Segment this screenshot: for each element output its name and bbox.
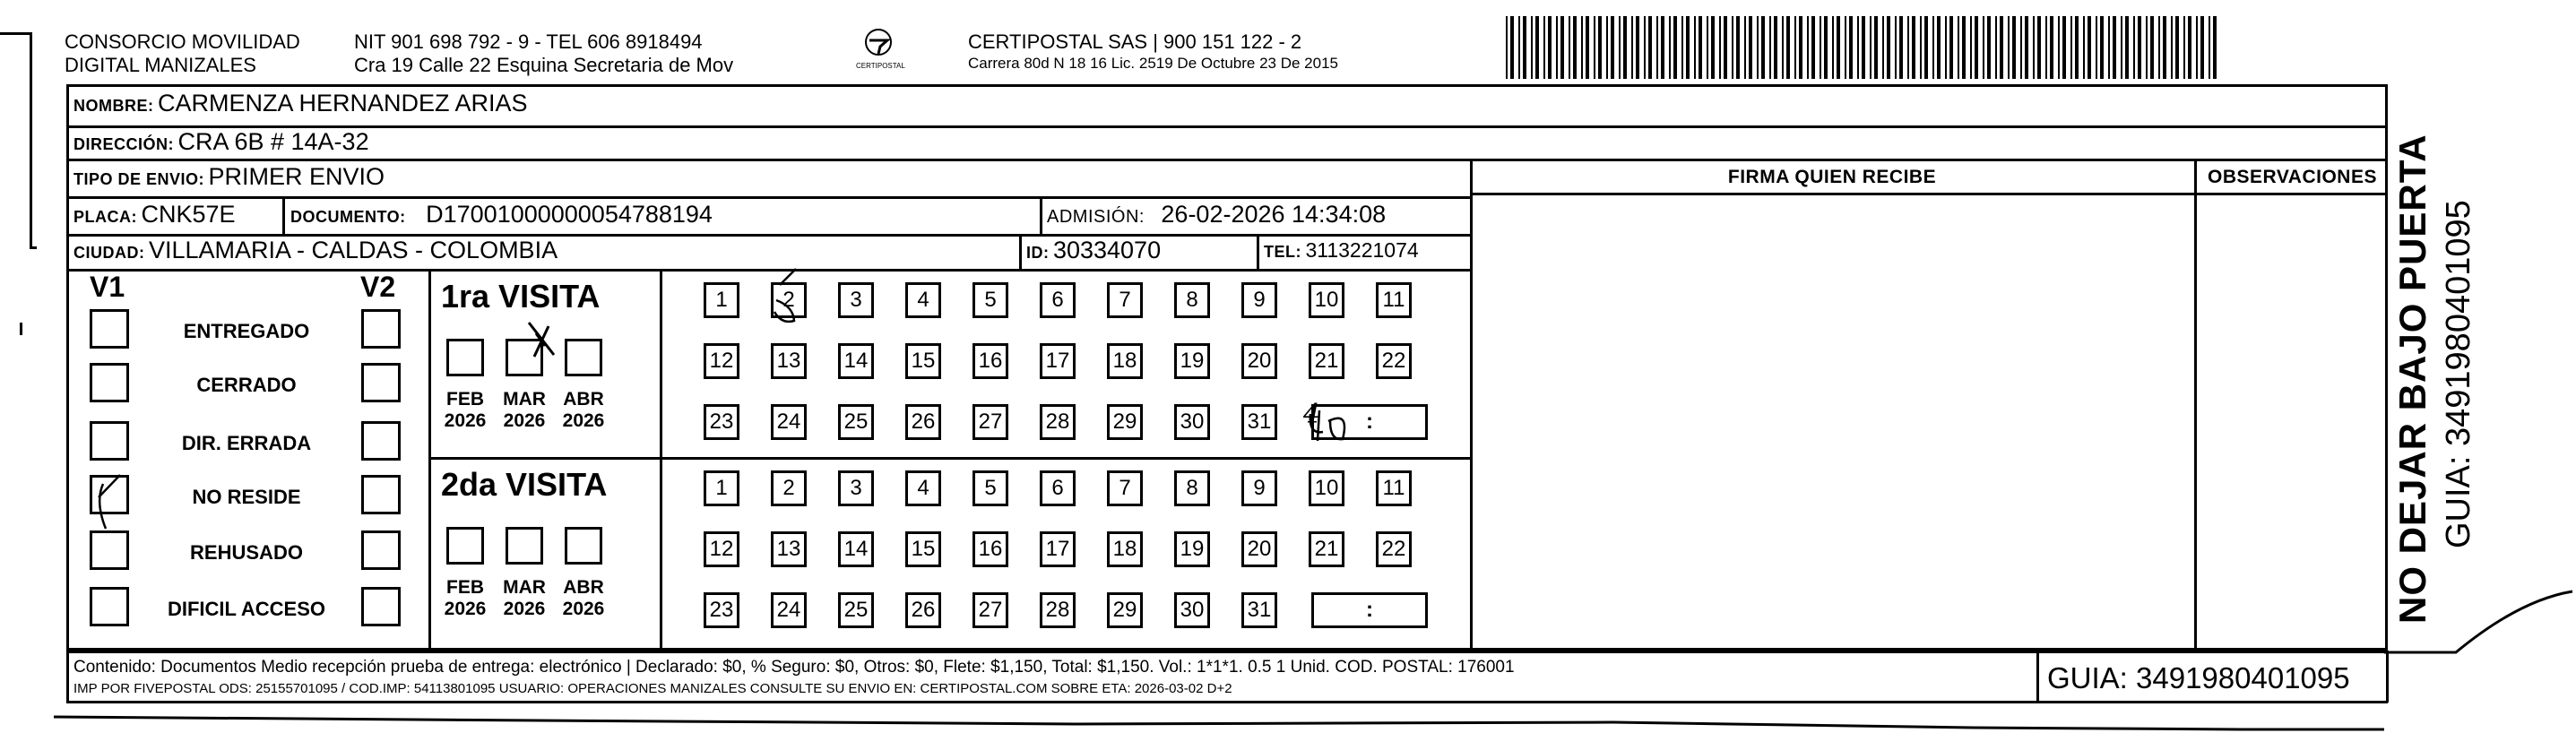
month-name: MAR [503,577,546,598]
month-year: 2026 [562,599,605,619]
day-box[interactable]: 15 [905,531,941,567]
tipo-value: PRIMER ENVIO [208,163,385,190]
status-option-label: DIFICIL ACCESO [167,598,325,620]
documento-value: D17001000000054788194 [426,201,713,228]
v1-checkbox[interactable] [90,530,129,570]
day-box[interactable]: 14 [838,531,874,567]
v1-checkbox[interactable] [90,587,129,626]
logo-label: CERTIPOSTAL [856,62,905,70]
no-dejar-warning: NO DEJAR BAJO PUERTA [2391,134,2433,624]
ciudad-row [73,237,558,264]
day-box[interactable]: 17 [1040,531,1076,567]
month-year: 2026 [444,599,487,619]
contenido-text: Contenido: Documentos Medio recepción prueba de entrega: electrónico | Declarado: $0, % Seguro: $0, Otros: $0, Flete: $1,150, Total: $1,150. Vol.: 1*1*1. 0.5 1 Unid. COD. POSTAL: 176001 [73,658,1515,677]
v2-checkbox[interactable] [361,421,401,461]
day-box[interactable]: 18 [1107,531,1143,567]
bottom-edge [0,708,2576,733]
placa-row [73,201,236,229]
day-box[interactable]: 15 [905,343,941,379]
company-name [65,30,300,77]
day-box[interactable]: 13 [771,343,807,379]
tipo-label: TIPO DE ENVIO: [73,170,205,188]
time-box[interactable]: : [1311,592,1428,628]
status-option-label: ENTREGADO [183,320,310,342]
day-box[interactable]: 22 [1376,343,1412,379]
day-box[interactable]: 3 [838,282,874,318]
company-contact [354,30,733,77]
day-box[interactable]: 7 [1107,470,1143,506]
ciudad-label: CIUDAD: [73,244,145,262]
day-box[interactable]: 29 [1107,592,1143,628]
footer-guia: GUIA: 3491980401095 [2047,661,2350,694]
day-box[interactable]: 12 [704,531,739,567]
day-box[interactable]: 27 [972,404,1008,440]
day-box[interactable]: 9 [1241,282,1277,318]
company-nit: NIT 901 698 792 - 9 - TEL 606 8918494 [354,30,703,53]
v1-checkbox[interactable] [90,421,129,461]
day-box[interactable]: 26 [905,404,941,440]
month-year: 2026 [444,410,487,431]
id-label: ID: [1026,244,1050,262]
day-box[interactable]: 6 [1040,470,1076,506]
day-box[interactable]: 3 [838,470,874,506]
day-box[interactable]: 21 [1309,531,1344,567]
day-box[interactable]: 25 [838,592,874,628]
status-option-label: DIR. ERRADA [181,432,312,454]
day-box[interactable]: 16 [972,531,1008,567]
handwritten-time: 4 [1303,399,1321,430]
nombre-value: CARMENZA HERNANDEZ ARIAS [157,90,528,116]
status-option-label: NO RESIDE [192,486,301,508]
day-box[interactable]: 13 [771,531,807,567]
nombre-label: NOMBRE: [73,97,154,115]
company-line2: DIGITAL MANIZALES [65,54,256,76]
time-box[interactable]: : [1311,404,1428,440]
day-box[interactable]: 30 [1174,592,1210,628]
tipo-row [73,163,385,191]
v2-checkbox[interactable] [361,363,401,402]
company-line1: CONSORCIO MOVILIDAD [65,30,300,53]
day-box[interactable]: 6 [1040,282,1076,318]
day-box[interactable]: 30 [1174,404,1210,440]
day-box[interactable]: 25 [838,404,874,440]
day-box[interactable]: 27 [972,592,1008,628]
firma-label: FIRMA QUIEN RECIBE [1727,167,1937,187]
documento-row [290,201,713,229]
placa-value: CNK57E [141,201,236,228]
month-label [552,577,615,620]
day-box[interactable]: 2 [771,282,807,318]
placa-label: PLACA: [73,208,137,226]
day-box[interactable]: 5 [972,282,1008,318]
day-box[interactable]: 12 [704,343,739,379]
day-box[interactable]: 31 [1241,592,1277,628]
company-address: Cra 19 Calle 22 Esquina Secretaria de Mov [354,54,734,76]
tel-label: TEL: [1264,243,1301,261]
direccion-value: CRA 6B # 14A-32 [177,128,369,155]
day-box[interactable]: 28 [1040,404,1076,440]
observaciones-label: OBSERVACIONES [2208,167,2377,187]
day-box[interactable]: 10 [1309,282,1344,318]
day-box[interactable]: 28 [1040,592,1076,628]
day-box[interactable]: 31 [1241,404,1277,440]
day-box[interactable]: 23 [704,592,739,628]
month-checkbox[interactable] [446,339,484,376]
status-option-label: CERRADO [196,374,297,396]
v1-checkbox[interactable] [90,475,129,514]
month-year: 2026 [503,599,546,619]
day-box[interactable]: 9 [1241,470,1277,506]
day-box[interactable]: 22 [1376,531,1412,567]
day-box[interactable]: 20 [1241,531,1277,567]
month-checkbox[interactable] [506,527,543,565]
day-box[interactable]: 4 [905,282,941,318]
month-label [493,577,556,620]
carrier-name: CERTIPOSTAL SAS | 900 151 122 - 2 [968,30,1302,53]
month-checkbox[interactable] [446,527,484,565]
v2-label: V2 [360,271,396,303]
day-box[interactable]: 5 [972,470,1008,506]
month-label [434,577,497,620]
documento-label: DOCUMENTO: [290,208,406,226]
direccion-label: DIRECCIÓN: [73,135,174,153]
day-box[interactable]: 20 [1241,343,1277,379]
certipostal-logo [856,27,905,77]
day-box[interactable]: 4 [905,470,941,506]
imp-text: IMP POR FIVEPOSTAL ODS: 25155701095 / COD.IMP: 54113801095 USUARIO: OPERACIONES MANIZALES CONSULTE SU ENVIO EN: CERTIPOSTAL.COM SOBRE ETA: 2026-03-02 D+2 [73,681,1232,696]
day-box[interactable]: 24 [771,592,807,628]
day-box[interactable]: 19 [1174,343,1210,379]
v1-checkbox[interactable] [90,363,129,402]
direccion-row [73,128,369,156]
day-box[interactable]: 10 [1309,470,1344,506]
day-box[interactable]: 1 [704,470,739,506]
month-label [552,389,615,432]
month-name: FEB [446,389,484,410]
v2-checkbox[interactable] [361,309,401,349]
admision-label: ADMISIÓN: [1047,207,1145,227]
v2-checkbox[interactable] [361,530,401,570]
visit-title: 1ra VISITA [441,278,601,315]
id-value: 30334070 [1052,237,1162,263]
day-box[interactable]: 2 [771,470,807,506]
nombre-row [73,90,528,117]
tel-row [1264,238,1419,263]
visit-title: 2da VISITA [441,466,608,503]
day-box[interactable]: 23 [704,404,739,440]
carrier-info [968,30,1338,73]
month-year: 2026 [503,410,546,431]
day-box[interactable]: 29 [1107,404,1143,440]
month-label [493,389,556,432]
day-box[interactable]: 7 [1107,282,1143,318]
day-box[interactable]: 21 [1309,343,1344,379]
month-name: ABR [563,577,604,598]
day-box[interactable]: 26 [905,592,941,628]
barcode [1506,16,2223,79]
admision-value: 26-02-2026 14:34:08 [1161,201,1387,228]
carrier-address: Carrera 80d N 18 16 Lic. 2519 De Octubre 23 De 2015 [968,55,1338,72]
day-box[interactable]: 24 [771,404,807,440]
v1-label: V1 [90,271,125,303]
day-box[interactable]: 17 [1040,343,1076,379]
day-box[interactable]: 1 [704,282,739,318]
side-guia: GUIA: 3491980401095 [2440,200,2477,548]
tel-value: 3113221074 [1305,238,1419,262]
v2-checkbox[interactable] [361,475,401,514]
status-option-label: REHUSADO [190,541,303,564]
ciudad-value: VILLAMARIA - CALDAS - COLOMBIA [148,237,558,263]
month-checkbox[interactable] [565,527,602,565]
month-year: 2026 [562,410,605,431]
day-box[interactable]: 18 [1107,343,1143,379]
day-box[interactable]: 11 [1376,470,1412,506]
day-box[interactable]: 14 [838,343,874,379]
day-box[interactable]: 8 [1174,470,1210,506]
admision-row [1047,201,1386,229]
day-box[interactable]: 19 [1174,531,1210,567]
v1-checkbox[interactable] [90,309,129,349]
day-box[interactable]: 16 [972,343,1008,379]
id-row [1026,237,1161,264]
logo-icon [860,27,896,57]
day-box[interactable]: 8 [1174,282,1210,318]
month-checkbox[interactable] [506,339,543,376]
day-box[interactable]: 11 [1376,282,1412,318]
month-label [434,389,497,432]
month-name: MAR [503,389,546,410]
month-name: FEB [446,577,484,598]
month-name: ABR [563,389,604,410]
v2-checkbox[interactable] [361,587,401,626]
month-checkbox[interactable] [565,339,602,376]
